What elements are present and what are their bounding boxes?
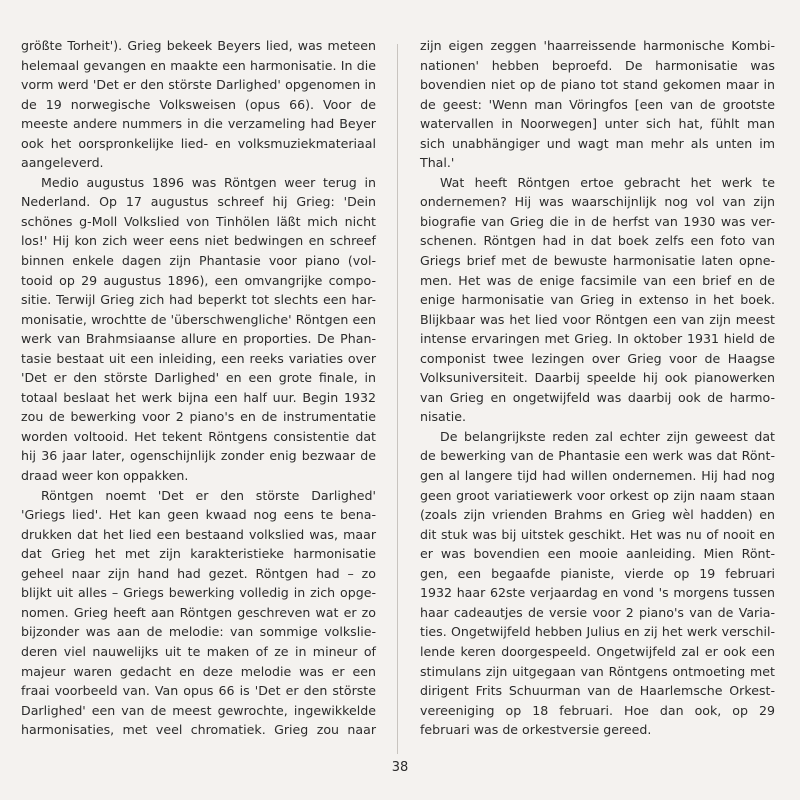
text-line: nationen' hebben beproefd. De harmonisatie was xyxy=(420,57,775,73)
text-line: dirigent Frits Schuurman van de Haarlemsche Orkest- xyxy=(420,683,775,699)
text-line: 'Griegs lied'. Het kan geen kwaad nog eens te bena- xyxy=(21,507,376,523)
text-line: deren viel nauwelijks uit te maken of ze in mineur of xyxy=(21,643,376,659)
text-line: bovendien niet op de piano tot stand gekomen maar in xyxy=(420,77,775,93)
left-text-column xyxy=(21,36,376,740)
text-line: (zoals zijn vrienden Brahms en Grieg wèl hadden) en xyxy=(420,507,775,523)
text-line: watervallen in Noorwegen] unter sich hat, fühlt man xyxy=(420,116,775,132)
text-line: blijkt uit alles – Griegs bewerking volledig in zich opge- xyxy=(21,585,376,601)
text-line: worden voltooid. Het tekent Röntgens consistentie dat xyxy=(21,428,376,444)
text-line: De belangrijkste reden zal echter zijn geweest dat xyxy=(440,428,775,444)
text-line: ook het oorspronkelijke lied- en volksmuziekmateriaal xyxy=(21,135,376,151)
text-line: größte Torheit'). Grieg bekeek Beyers lied, was meteen xyxy=(21,38,376,53)
text-line: helemaal gevangen en maakte een harmonisatie. In die xyxy=(21,57,376,73)
text-line: dit stuk was bij uitstek geschikt. Het was nu of nooit en xyxy=(420,526,775,542)
text-line: biografie van Grieg die in de herfst van 1930 was ver- xyxy=(420,213,775,229)
text-line: gen, een begaafde pianiste, vierde op 19 februari xyxy=(420,565,775,581)
text-line: de geest: 'Wenn man Vöringfos [een van de grootste xyxy=(420,96,775,112)
text-line: aangeleverd. xyxy=(21,155,104,171)
text-line: vereeniging op 18 februari. Hoe dan ook, op 29 xyxy=(420,702,775,718)
text-line: 1932 haar 62ste verjaardag en vond 's morgens tussen xyxy=(420,585,775,601)
text-line: harmonisaties, met veel chromatiek. Grieg zou naar xyxy=(21,722,376,738)
text-line: los!' Hij kon zich weer eens niet bedwingen en schreef xyxy=(21,233,376,249)
text-line: drukken dat het lied een bestaand volkslied was, maar xyxy=(21,526,376,542)
text-line: zijn eigen zeggen 'haarreissende harmonische Kombi- xyxy=(420,38,775,53)
text-line: Griegs brief met de bewuste harmonisatie laten opne- xyxy=(420,253,775,269)
right-text-column xyxy=(420,36,775,740)
text-line: de 19 norwegische Volksweisen (opus 66). Voor de xyxy=(21,96,376,112)
text-line: van Grieg en ongetwijfeld was daarbij ook de harmo- xyxy=(420,389,775,405)
text-line: werk van Brahmsiaanse allure en proporties. De Phan- xyxy=(21,331,376,347)
text-line: bijzonder was aan de melodie: van sommige volkslie- xyxy=(21,624,376,640)
text-line: Darlighed' een van de meest gewrochte, ingewikkelde xyxy=(21,702,376,718)
column-divider xyxy=(397,44,398,754)
text-line: draad weer kon oppakken. xyxy=(21,468,189,484)
text-line: ties. Ongetwijfeld hebben Julius en zij het werk verschil- xyxy=(420,624,775,640)
text-line: er was bovendien een mooie aanleiding. Mien Rönt- xyxy=(420,546,775,562)
text-line: hij 36 jaar later, ogenschijnlijk zonder enig bezwaar de xyxy=(21,448,376,464)
text-line: lende keren doorgespeeld. Ongetwijfeld zal er ook een xyxy=(420,643,775,659)
text-line: Blijkbaar was het lied voor Röntgen een van zijn meest xyxy=(420,311,775,327)
text-line: Wat heeft Röntgen ertoe gebracht het werk te xyxy=(440,174,775,190)
text-line: majeur waren gedacht en deze melodie was er een xyxy=(21,663,376,679)
text-line: tasie bestaat uit een inleiding, een reeks variaties over xyxy=(21,350,376,366)
text-line: sich unabhängiger und wagt man mehr als unten im xyxy=(420,135,775,151)
text-line: enige harmonisatie van Grieg in extenso in het boek. xyxy=(420,292,775,308)
text-line: sitie. Terwijl Grieg zich had beperkt tot slechts een har- xyxy=(21,292,376,308)
text-line: intense ervaringen met Grieg. In oktober 1931 hield de xyxy=(420,331,775,347)
text-line: Volksuniversiteit. Daarbij speelde hij ook pianowerken xyxy=(420,370,775,386)
text-line: nomen. Grieg heeft aan Röntgen geschreven wat er zo xyxy=(21,604,376,620)
text-line: februari was de orkestversie gereed. xyxy=(420,722,652,738)
text-line: stimulans zijn uitgegaan van Röntgens ontmoeting met xyxy=(420,663,775,679)
text-line: Thal.' xyxy=(420,155,455,171)
text-line: tooid op 29 augustus 1896), een omvangrijke compo- xyxy=(21,272,376,288)
text-line: meeste andere nummers in die verzameling had Beyer xyxy=(21,116,376,132)
text-line: geheel naar zijn hand had gezet. Röntgen had – zo xyxy=(21,565,376,581)
text-line: monisatie, wrochtte de 'überschwengliche' Röntgen een xyxy=(21,311,376,327)
text-line: men. Het was de enige facsimile van een brief en de xyxy=(420,272,775,288)
text-line: ondernemen? Hij was waarschijnlijk nog vol van zijn xyxy=(420,194,775,210)
text-line: fraai voorbeeld van. Van opus 66 is 'Det er den störste xyxy=(21,683,376,699)
text-line: zou de bewerking voor 2 piano's en de instrumentatie xyxy=(21,409,376,425)
text-line: geen groot variatiewerk voor orkest op zijn naam staan xyxy=(420,487,775,503)
text-line: 'Det er den störste Darlighed' en een grote finale, in xyxy=(21,370,376,386)
text-line: totaal beslaat het werk bijna een half uur. Begin 1932 xyxy=(21,389,376,405)
text-line: binnen enkele dagen zijn Phantasie voor piano (vol- xyxy=(21,253,376,269)
text-line: Medio augustus 1896 was Röntgen weer terug in xyxy=(41,174,376,190)
text-line: schenen. Röntgen had in dat boek zelfs een foto van xyxy=(420,233,775,249)
page-number: 38 xyxy=(391,760,409,775)
text-line: de bewerking van de Phantasie een werk was dat Rönt- xyxy=(420,448,775,464)
text-line: Nederland. Op 17 augustus schreef hij Grieg: 'Dein xyxy=(21,194,376,210)
text-line: schönes g-Moll Volkslied von Tinhölen läßt mich nicht xyxy=(21,213,376,229)
text-line: vorm werd 'Det er den störste Darlighed' opgenomen in xyxy=(21,77,376,93)
text-line: haar cadeautjes de versie voor 2 piano's van de Varia- xyxy=(420,604,775,620)
text-line: nisatie. xyxy=(420,409,466,425)
text-line: componist twee lezingen over Grieg voor de Haagse xyxy=(420,350,775,366)
text-line: dat Grieg het met zijn karakteristieke harmonisatie xyxy=(21,546,376,562)
text-line: Röntgen noemt 'Det er den störste Darlighed' xyxy=(41,487,376,503)
text-line: gen al langere tijd had willen ondernemen. Hij had nog xyxy=(420,468,775,484)
